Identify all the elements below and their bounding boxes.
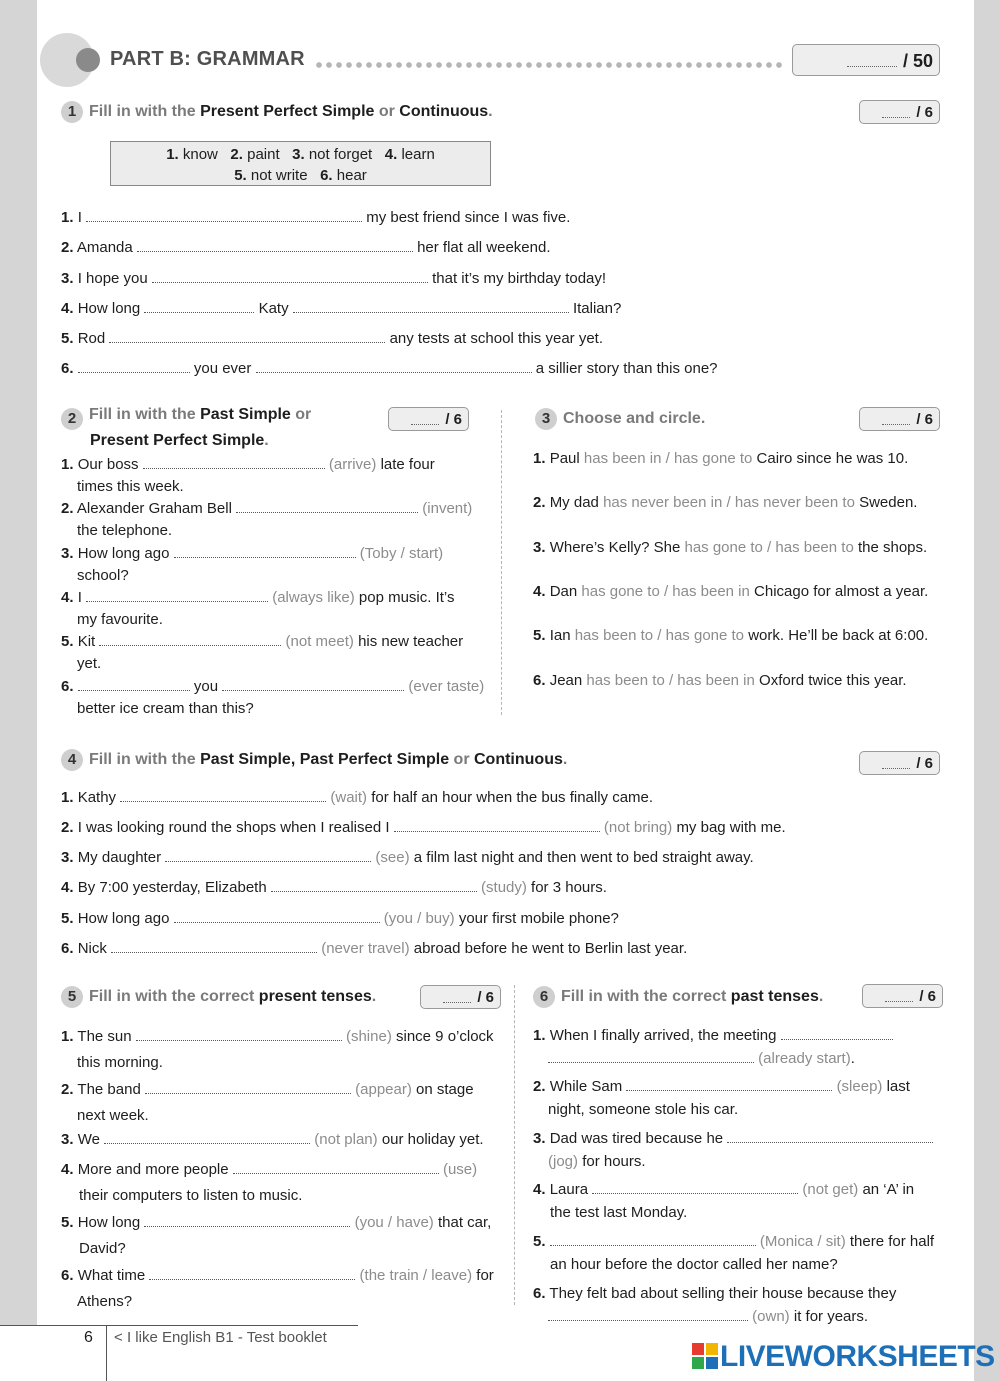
answer-blank[interactable] bbox=[548, 1309, 748, 1321]
ex3-heading: 3 Choose and circle. bbox=[535, 408, 705, 430]
ex1-score-box[interactable]: / 6 bbox=[859, 100, 940, 124]
answer-blank[interactable] bbox=[174, 546, 356, 558]
answer-blank[interactable] bbox=[550, 1234, 756, 1246]
ex3-item-3: 3. Where’s Kelly? She has gone to / has been to the shops. bbox=[533, 539, 928, 556]
ex2-score-box[interactable]: / 6 bbox=[388, 407, 469, 431]
word-box-row-2: 5. not write 6. hear bbox=[234, 167, 367, 184]
ex1-item-6: 6. you ever a sillier story than this one? bbox=[61, 360, 718, 377]
answer-blank[interactable] bbox=[271, 880, 477, 892]
ex3-score-box[interactable]: / 6 bbox=[859, 407, 940, 431]
answer-blank[interactable] bbox=[236, 501, 418, 513]
answer-blank[interactable] bbox=[120, 790, 326, 802]
footer-divider bbox=[106, 1325, 107, 1381]
answer-blank[interactable] bbox=[394, 820, 600, 832]
answer-blank[interactable] bbox=[144, 301, 254, 313]
left-margin-band bbox=[0, 0, 37, 1326]
ex5-item-6: 6. What time (the train / leave) for Athens? bbox=[61, 1267, 494, 1310]
ex1-item-3: 3. I hope you that it’s my birthday today! bbox=[61, 270, 607, 287]
right-margin-band bbox=[974, 0, 1000, 1381]
ex6-item-6: 6. They felt bad about selling their house because they (own) it for years. bbox=[533, 1285, 897, 1325]
ex1-item-2: 2. Amanda her flat all weekend. bbox=[61, 239, 551, 256]
answer-blank[interactable] bbox=[256, 361, 532, 373]
liveworksheets-icon bbox=[692, 1343, 718, 1369]
answer-blank[interactable] bbox=[145, 1082, 351, 1094]
answer-blank[interactable] bbox=[136, 1029, 342, 1041]
answer-blank[interactable] bbox=[137, 240, 413, 252]
ex2-item-4: 4. I (always like) pop music. It’s my favourite. bbox=[61, 589, 455, 628]
ex1-heading: 1 Fill in with the Present Perfect Simple or Continuous. bbox=[61, 101, 493, 123]
ex4-item-6: 6. Nick (never travel) abroad before he went to Berlin last year. bbox=[61, 940, 688, 957]
answer-blank[interactable] bbox=[592, 1182, 798, 1194]
answer-blank[interactable] bbox=[144, 1215, 350, 1227]
ex2-item-1: 1. Our boss (arrive) late four times this week. bbox=[61, 456, 435, 495]
page-number: 6 bbox=[84, 1329, 93, 1346]
choice-options[interactable]: has never been in / has never been to bbox=[603, 494, 855, 511]
ex4-item-3: 3. My daughter (see) a film last night and then went to bed straight away. bbox=[61, 849, 754, 866]
ex5-item-4: 4. More and more people (use) their computers to listen to music. bbox=[61, 1161, 478, 1204]
ex2-item-5: 5. Kit (not meet) his new teacher yet. bbox=[61, 633, 464, 672]
ex4-item-2: 2. I was looking round the shops when I realised I (not bring) my bag with me. bbox=[61, 819, 786, 836]
choice-options[interactable]: has gone to / has been in bbox=[581, 583, 750, 600]
ex6-item-3: 3. Dad was tired because he (jog) for hours. bbox=[533, 1127, 933, 1173]
ex6-heading: 6 Fill in with the correct past tenses. bbox=[533, 986, 823, 1008]
footer-book-title: < I like English B1 - Test booklet bbox=[114, 1329, 327, 1346]
answer-blank[interactable] bbox=[86, 590, 268, 602]
answer-blank[interactable] bbox=[152, 271, 428, 283]
ex2-item-6: 6. you (ever taste) better ice cream than this? bbox=[61, 678, 485, 717]
answer-blank[interactable] bbox=[222, 679, 404, 691]
ex6-item-1: 1. When I finally arrived, the meeting (already start). bbox=[533, 1024, 893, 1070]
choice-options[interactable]: has been to / has been in bbox=[586, 672, 755, 689]
ex1-item-1: 1. I my best friend since I was five. bbox=[61, 209, 571, 226]
ex5-item-2: 2. The band (appear) on stage next week. bbox=[61, 1081, 474, 1124]
answer-blank[interactable] bbox=[165, 850, 371, 862]
ex5-item-5: 5. How long (you / have) that car, David? bbox=[61, 1214, 492, 1257]
answer-blank[interactable] bbox=[143, 457, 325, 469]
choice-options[interactable]: has been to / has gone to bbox=[574, 627, 745, 644]
footer-rule bbox=[0, 1325, 358, 1326]
ex3-item-5: 5. Ian has been to / has gone to work. He’ll be back at 6:00. bbox=[533, 627, 929, 644]
arrow-left-icon: < bbox=[114, 1329, 123, 1346]
answer-blank[interactable] bbox=[233, 1162, 439, 1174]
header-dotted-rule bbox=[314, 62, 786, 68]
ex2-item-2: 2. Alexander Graham Bell (invent) the telephone. bbox=[61, 500, 473, 539]
ex2-heading: 2 Fill in with the Past Simple or Present Perfect Simple. bbox=[61, 404, 361, 451]
ex4-item-4: 4. By 7:00 yesterday, Elizabeth (study) for 3 hours. bbox=[61, 879, 607, 896]
answer-blank[interactable] bbox=[99, 634, 281, 646]
column-divider bbox=[501, 410, 502, 715]
answer-blank[interactable] bbox=[727, 1131, 933, 1143]
answer-blank[interactable] bbox=[149, 1268, 355, 1280]
ex6-item-4: 4. Laura (not get) an ‘A’ in the test last Monday. bbox=[533, 1181, 915, 1221]
ex6-item-5: 5. (Monica / sit) there for half an hour before the doctor called her name? bbox=[533, 1233, 935, 1273]
ex5-item-3: 3. We (not plan) our holiday yet. bbox=[61, 1131, 484, 1148]
choice-options[interactable]: has gone to / has been to bbox=[684, 539, 854, 556]
word-box-row-1: 1. know 2. paint 3. not forget 4. learn bbox=[166, 146, 435, 163]
total-score-box[interactable]: / 50 bbox=[792, 44, 940, 76]
column-divider-2 bbox=[514, 985, 515, 1305]
ex5-score-box[interactable]: / 6 bbox=[420, 985, 501, 1009]
header-dot-decoration bbox=[76, 48, 100, 72]
ex4-heading: 4 Fill in with the Past Simple, Past Perfect Simple or Continuous. bbox=[61, 749, 567, 771]
ex4-item-5: 5. How long ago (you / buy) your first mobile phone? bbox=[61, 910, 619, 927]
answer-blank[interactable] bbox=[111, 941, 317, 953]
ex6-item-2: 2. While Sam (sleep) last night, someone stole his car. bbox=[533, 1078, 910, 1118]
answer-blank[interactable] bbox=[109, 331, 385, 343]
ex3-item-2: 2. My dad has never been in / has never been to Sweden. bbox=[533, 494, 918, 511]
ex3-item-4: 4. Dan has gone to / has been in Chicago for almost a year. bbox=[533, 583, 929, 600]
answer-blank[interactable] bbox=[78, 679, 190, 691]
part-title: PART B: GRAMMAR bbox=[110, 48, 305, 70]
ex1-word-box bbox=[110, 141, 491, 186]
ex1-item-5: 5. Rod any tests at school this year yet. bbox=[61, 330, 603, 347]
ex5-heading: 5 Fill in with the correct present tenses. bbox=[61, 986, 376, 1008]
ex1-item-4: 4. How long Katy Italian? bbox=[61, 300, 622, 317]
answer-blank[interactable] bbox=[78, 361, 190, 373]
ex3-item-6: 6. Jean has been to / has been in Oxford twice this year. bbox=[533, 672, 907, 689]
answer-blank[interactable] bbox=[626, 1079, 832, 1091]
ex3-item-1: 1. Paul has been in / has gone to Cairo since he was 10. bbox=[533, 450, 909, 467]
answer-blank[interactable] bbox=[293, 301, 569, 313]
answer-blank[interactable] bbox=[781, 1028, 893, 1040]
ex4-item-1: 1. Kathy (wait) for half an hour when the bus finally came. bbox=[61, 789, 654, 806]
choice-options[interactable]: has been in / has gone to bbox=[583, 450, 753, 467]
ex5-item-1: 1. The sun (shine) since 9 o’clock this morning. bbox=[61, 1028, 494, 1071]
ex4-score-box[interactable]: / 6 bbox=[859, 751, 940, 775]
answer-blank[interactable] bbox=[174, 911, 380, 923]
answer-blank[interactable] bbox=[104, 1132, 310, 1144]
ex2-item-3: 3. How long ago (Toby / start) school? bbox=[61, 545, 444, 584]
answer-blank[interactable] bbox=[86, 210, 362, 222]
liveworksheets-logo[interactable]: LIVEWORKSHEETS bbox=[692, 1341, 995, 1373]
answer-blank[interactable] bbox=[548, 1051, 754, 1063]
ex6-score-box[interactable]: / 6 bbox=[862, 984, 943, 1008]
